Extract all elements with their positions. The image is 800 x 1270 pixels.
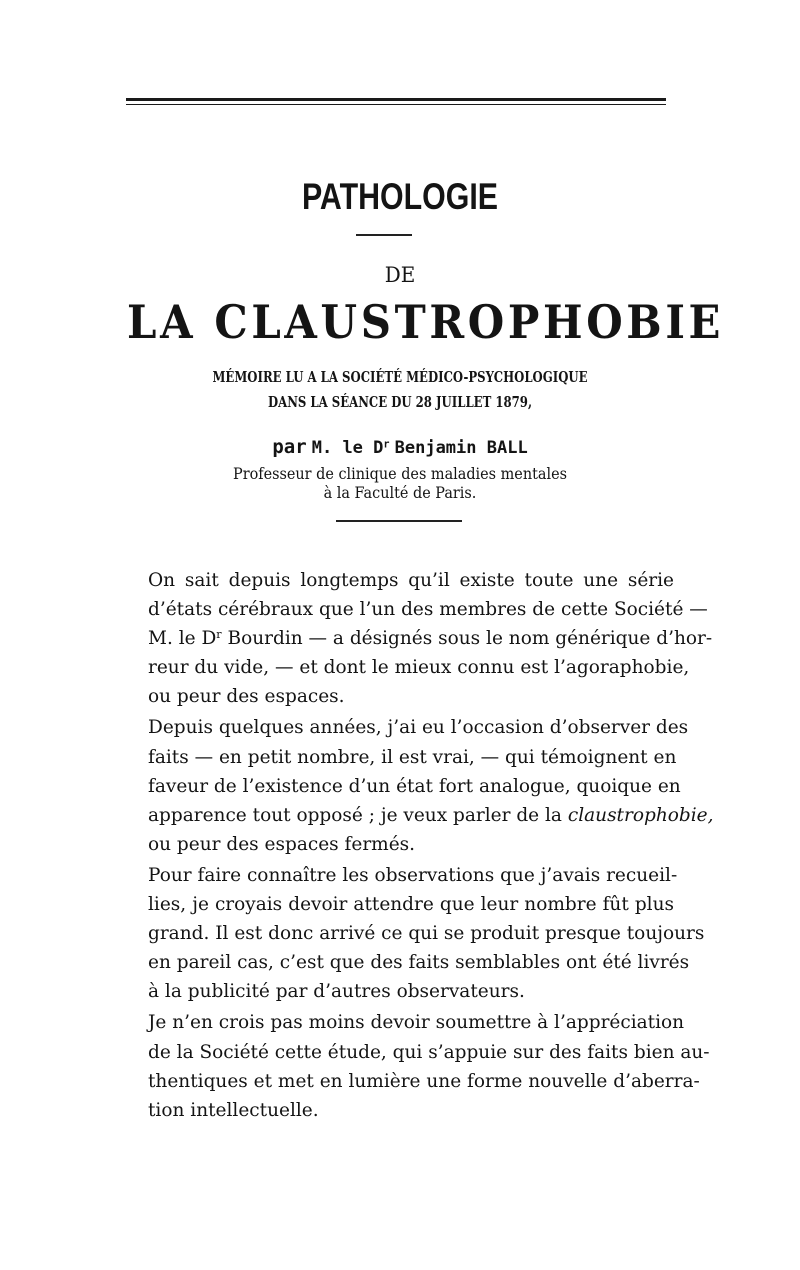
text-line: faits — en petit nombre, il est vrai, — qui témoignent en (148, 746, 677, 768)
text-line: de la Société cette étude, qui s’appuie sur des faits bien au- (148, 1041, 710, 1063)
article-body (128, 566, 714, 1127)
paragraph-3 (128, 861, 705, 1006)
text-line: On sait depuis longtemps qu’il existe toute une série (148, 570, 674, 591)
byline-title: M. le $D^r$ (311, 438, 390, 458)
author-name: Benjamin BALL (394, 438, 528, 458)
text-line: Pour faire connaître les observations que j’avais recueil- (148, 864, 678, 886)
author-faculty: à la Faculté de Paris. (323, 483, 477, 502)
author-affiliation: Professeur de clinique des maladies mentales (233, 464, 567, 483)
text-line: M. le $D^r$ Bourdin — a désignés sous le nom générique d’hor- (148, 628, 713, 650)
text-line: lies, je croyais devoir attendre que leur nombre fût plus (148, 894, 674, 916)
paragraph-4 (128, 1008, 710, 1124)
memoire-line: MÉMOIRE LU A LA SOCIÉTÉ MÉDICO-PSYCHOLOGIQUE (212, 368, 588, 386)
text-line: faveur de l’existence d’un état fort analogue, quoique en (148, 775, 681, 797)
byline-par: par (272, 436, 307, 458)
paragraph-1 (128, 566, 713, 711)
text-line: Depuis quelques années, j’ai eu l’occasion d’observer des (148, 717, 689, 739)
text-line: apparence tout opposé ; je veux parler de la claustrophobie, (148, 804, 714, 826)
seance-line: DANS LA SÉANCE DU 28 JUILLET 1879, (267, 393, 533, 411)
text-line: grand. Il est donc arrivé ce qui se produit presque toujours (148, 923, 705, 945)
header-double-rule-thin (126, 104, 666, 105)
text-line: ou peur des espaces. (148, 686, 345, 708)
text-line: tion intellectuelle. (148, 1099, 319, 1121)
paragraph-2 (128, 713, 714, 858)
byline-divider (336, 520, 462, 522)
text-line: en pareil cas, c’est que des faits semblables ont été livrés (148, 952, 690, 974)
text-line: Je n’en crois pas moins devoir soumettre à l’appréciation (148, 1012, 685, 1034)
article-title: LA CLAUSTROPHOBIE (127, 295, 725, 349)
text-line: à la publicité par d’autres observateurs. (148, 981, 525, 1003)
header-double-rule-thick (126, 98, 666, 101)
heading-divider (356, 234, 412, 236)
author-byline (100, 436, 700, 458)
text-line: thentiques et met en lumière une forme nouvelle d’aberra- (148, 1070, 700, 1092)
text-line: reur du vide, — et dont le mieux connu est l’agoraphobie, (148, 657, 690, 679)
section-heading: PATHOLOGIE (301, 176, 499, 217)
text-line: ou peur des espaces fermés. (148, 833, 416, 855)
title-preposition: DE (384, 263, 416, 287)
text-line: d’états cérébraux que l’un des membres de cette Société — (148, 599, 708, 621)
